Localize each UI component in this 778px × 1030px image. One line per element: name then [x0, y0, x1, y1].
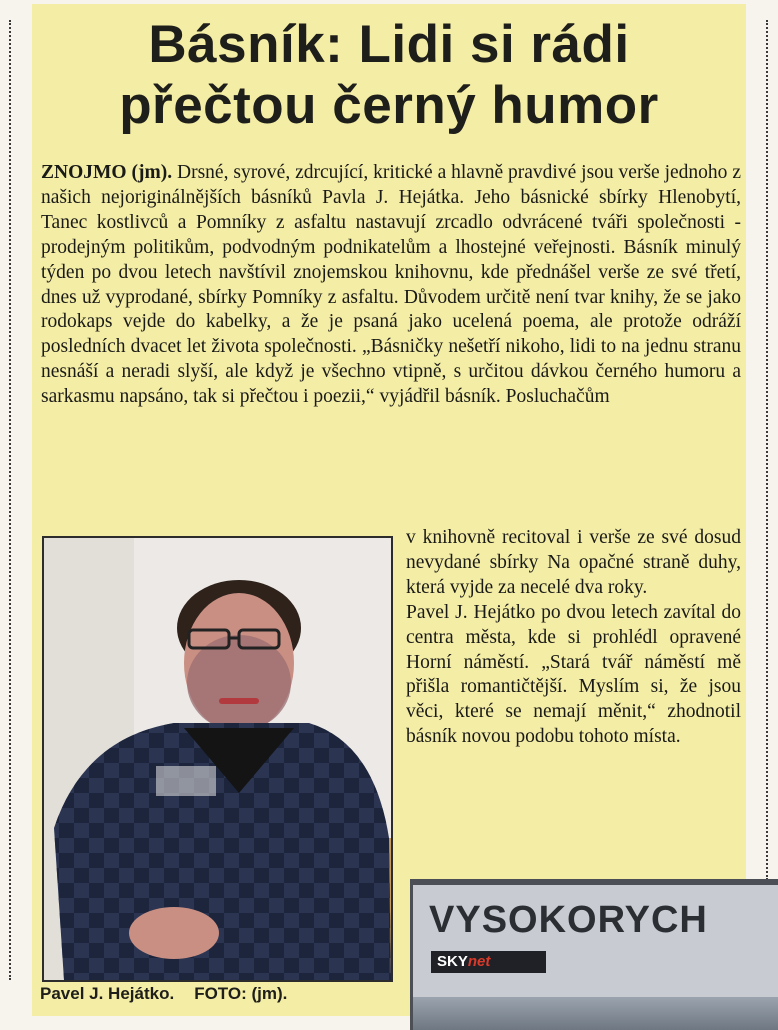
- dateline: ZNOJMO (jm).: [41, 162, 173, 183]
- article-body: [41, 161, 741, 410]
- caption-credit: FOTO: (jm).: [194, 984, 288, 1003]
- photo-caption: [40, 984, 400, 1004]
- right-dotted-rule: [766, 20, 768, 880]
- headline-line-2: přečtou černý humor: [119, 76, 659, 135]
- ad-background-image: [413, 997, 778, 1030]
- right-column-text: [406, 526, 741, 750]
- paragraph-2: Pavel J. Hejátko po dvou letech zavítal do centra města, kde si prohlédl opravené Horní náměstí. „Stará tvář náměstí mě přišla romantičtější. Myslím si, že jsou věci, které se nemají měnit,“ zhodnotil básník novou podobu tohoto místa.: [406, 601, 741, 748]
- skynet-logo: SKYnet: [431, 951, 546, 973]
- headline: [32, 14, 746, 136]
- paragraph-1: Drsné, syrové, zdrcující, kritické a hlavně pravdivé jsou verše jednoho z našich nejoriginálnějších básníků Pavla J. Hejátka. Jeho básnické sbírky Hlenobytí, Tanec kostlivců a Pomníky z asfaltu nastavují zrcadlo odvrácené tváři společnosti - prodejným politikům, podvodným podnikatelům a lhostejné veřejnosti. Básník minulý týden po dvou letech navštívil znojemskou knihovnu, kde přednášel verše ze své třetí, dnes už vyprodané, sbírky Pomníky z asfaltu. Důvodem určitě není tvar knihy, že se jako rodokaps vejde do kabelky, a že je psaná jako ucelená poema, ale protože odráží posledních dvacet let života společnosti. „Básničky nešetří nikoho, lidi to na jednu stranu nesnáší a neradi slyší, ale když je všechno vtipně, s určitou dávkou černého humoru a sarkasmu napsáno, tak si přečtou i poezii,“ vyjádřil básník. Posluchačům: [41, 162, 741, 408]
- advertisement: [410, 879, 778, 1030]
- left-dotted-rule: [9, 20, 11, 980]
- ad-headline: VYSOKORYCH: [429, 899, 708, 941]
- paragraph-1-continued: v knihovně recitoval i verše ze své dosud nevydané sbírky Na opačné straně duhy, která vyjde za necelé dva roky.: [406, 527, 741, 598]
- caption-name: Pavel J. Hejátko.: [40, 984, 175, 1003]
- photo-illustration: [44, 538, 391, 980]
- headline-line-1: Básník: Lidi si rádi: [148, 15, 630, 74]
- portrait-photo: [42, 536, 393, 982]
- article-box: [32, 4, 746, 1016]
